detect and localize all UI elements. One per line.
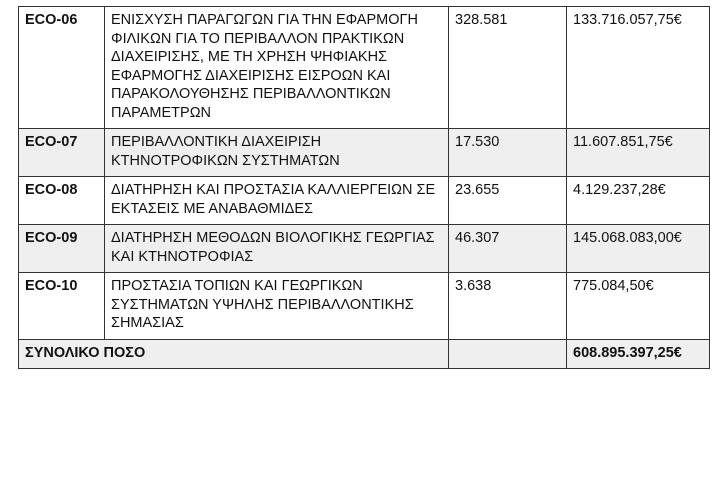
measure-description: ΠΡΟΣΤΑΣΙΑ ΤΟΠΙΩΝ ΚΑΙ ΓΕΩΡΓΙΚΩΝ ΣΥΣΤΗΜΑΤΩΝ ΥΨΗΛΗΣ ΠΕΡΙΒΑΛΛΟΝΤΙΚΗΣ ΣΗΜΑΣΙΑΣ <box>105 273 449 340</box>
measure-amount: 11.607.851,75€ <box>567 129 710 177</box>
table-row <box>19 225 710 273</box>
measure-amount: 145.068.083,00€ <box>567 225 710 273</box>
measure-amount: 4.129.237,28€ <box>567 177 710 225</box>
measure-code: ECO-10 <box>19 273 105 340</box>
measure-quantity: 17.530 <box>449 129 567 177</box>
total-label: ΣΥΝΟΛΙΚΟ ΠΟΣΟ <box>19 339 449 369</box>
measures-table <box>18 6 710 369</box>
measure-quantity: 3.638 <box>449 273 567 340</box>
total-row <box>19 339 710 369</box>
measure-code: ECO-07 <box>19 129 105 177</box>
measure-quantity: 23.655 <box>449 177 567 225</box>
measure-description: ΔΙΑΤΗΡΗΣΗ ΜΕΘΟΔΩΝ ΒΙΟΛΟΓΙΚΗΣ ΓΕΩΡΓΙΑΣ ΚΑΙ ΚΤΗΝΟΤΡΟΦΙΑΣ <box>105 225 449 273</box>
measure-quantity: 328.581 <box>449 7 567 129</box>
measure-amount: 133.716.057,75€ <box>567 7 710 129</box>
measure-description: ΠΕΡΙΒΑΛΛΟΝΤΙΚΗ ΔΙΑΧΕΙΡΙΣΗ ΚΤΗΝΟΤΡΟΦΙΚΩΝ ΣΥΣΤΗΜΑΤΩΝ <box>105 129 449 177</box>
table-row <box>19 177 710 225</box>
measure-amount: 775.084,50€ <box>567 273 710 340</box>
measure-code: ECO-09 <box>19 225 105 273</box>
table-row <box>19 129 710 177</box>
total-empty-cell <box>449 339 567 369</box>
measure-description: ΕΝΙΣΧΥΣΗ ΠΑΡΑΓΩΓΩΝ ΓΙΑ ΤΗΝ ΕΦΑΡΜΟΓΗ ΦΙΛΙΚΩΝ ΓΙΑ ΤΟ ΠΕΡΙΒΑΛΛΟΝ ΠΡΑΚΤΙΚΩΝ ΔΙΑΧΕΙΡΙΣΗΣ, ΜΕ ΤΗ ΧΡΗΣΗ ΨΗΦΙΑΚΗΣ ΕΦΑΡΜΟΓΗΣ ΔΙΑΧΕΙΡΙΣΗΣ ΕΙΣΡΟΩΝ ΚΑΙ ΠΑΡΑΚΟΛΟΥΘΗΣΗΣ ΠΕΡΙΒΑΛΛΟΝΤΙΚΩΝ ΠΑΡΑΜΕΤΡΩΝ <box>105 7 449 129</box>
total-amount: 608.895.397,25€ <box>567 339 710 369</box>
measure-quantity: 46.307 <box>449 225 567 273</box>
table-row <box>19 273 710 340</box>
measure-description: ΔΙΑΤΗΡΗΣΗ ΚΑΙ ΠΡΟΣΤΑΣΙΑ ΚΑΛΛΙΕΡΓΕΙΩΝ ΣΕ ΕΚΤΑΣΕΙΣ ΜΕ ΑΝΑΒΑΘΜΙΔΕΣ <box>105 177 449 225</box>
table-row <box>19 7 710 129</box>
measure-code: ECO-06 <box>19 7 105 129</box>
measure-code: ECO-08 <box>19 177 105 225</box>
document-page <box>18 6 710 369</box>
